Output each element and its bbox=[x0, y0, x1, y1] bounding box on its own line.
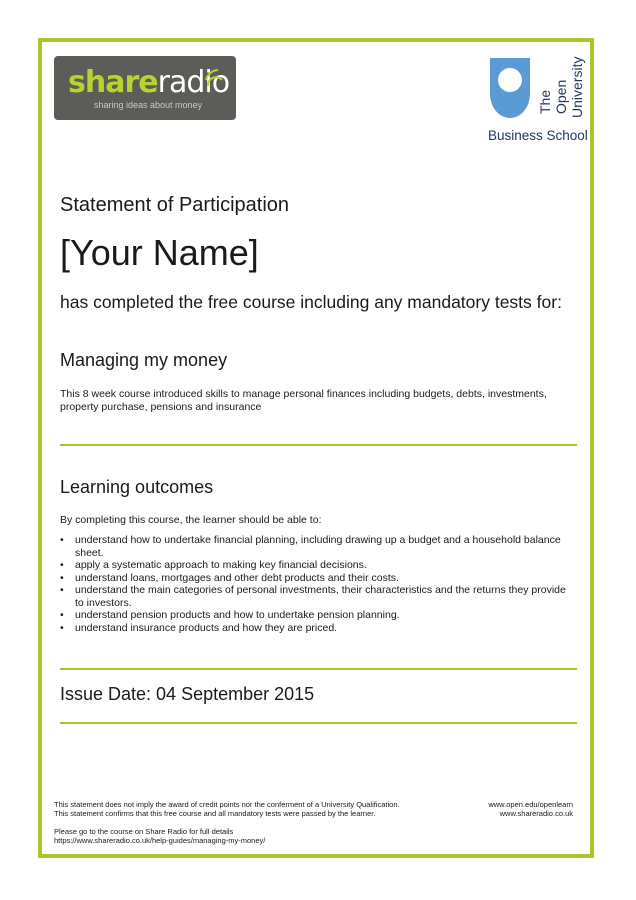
statement-heading: Statement of Participation bbox=[60, 194, 290, 216]
ou-wordmark: The Open University bbox=[537, 56, 585, 118]
course-note: Please go to the course on Share Radio for full details bbox=[54, 827, 234, 836]
list-item: • understand loans, mortgages and other debt products and their costs. bbox=[60, 572, 575, 585]
open-university-logo bbox=[488, 56, 588, 146]
divider bbox=[60, 722, 577, 724]
shareradio-logo bbox=[54, 56, 236, 120]
learning-outcomes-title: Learning outcomes bbox=[60, 477, 214, 497]
certificate-border bbox=[38, 38, 594, 858]
issue-date: Issue Date: 04 September 2015 bbox=[60, 684, 315, 704]
shareradio-wordmark: shareradio bbox=[68, 65, 230, 100]
divider bbox=[60, 668, 577, 670]
disclaimer-line-1: This statement does not imply the award of credit points nor the conferment of a University Qualification. bbox=[54, 800, 400, 809]
participant-name: [Your Name] bbox=[60, 232, 259, 273]
learning-outcomes-intro: By completing this course, the learner should be able to: bbox=[60, 514, 322, 526]
completion-text: has completed the free course including any mandatory tests for: bbox=[60, 292, 562, 312]
list-item: • understand insurance products and how they are priced. bbox=[60, 622, 575, 635]
list-item: • understand pension products and how to undertake pension planning. bbox=[60, 609, 575, 622]
course-title: Managing my money bbox=[60, 350, 228, 370]
ou-shield-icon bbox=[488, 56, 532, 120]
openlearn-link[interactable]: www.open.edu/openlearn bbox=[488, 800, 573, 809]
list-item: • apply a systematic approach to making key financial decisions. bbox=[60, 559, 575, 572]
shareradio-link[interactable]: www.shareradio.co.uk bbox=[499, 809, 573, 818]
disclaimer-line-2: This statement confirms that this free course and all mandatory tests were passed by the learner. bbox=[54, 809, 376, 818]
broadcast-icon bbox=[204, 68, 226, 90]
learning-outcomes-list bbox=[60, 534, 575, 634]
list-item: • understand how to undertake financial planning, including drawing up a budget and a household balance sheet. bbox=[60, 534, 575, 559]
list-item: • understand the main categories of personal investments, their characteristics and the returns they provide to investors. bbox=[60, 584, 575, 609]
shareradio-tagline: sharing ideas about money bbox=[94, 100, 203, 110]
course-description: This 8 week course introduced skills to manage personal finances including budgets, debts, investments, property purchase, pensions and insurance bbox=[60, 388, 547, 413]
business-school-label: Business School bbox=[488, 128, 588, 143]
divider bbox=[60, 444, 577, 446]
course-url-link[interactable]: https://www.shareradio.co.uk/help-guides/managing-my-money/ bbox=[54, 836, 266, 845]
